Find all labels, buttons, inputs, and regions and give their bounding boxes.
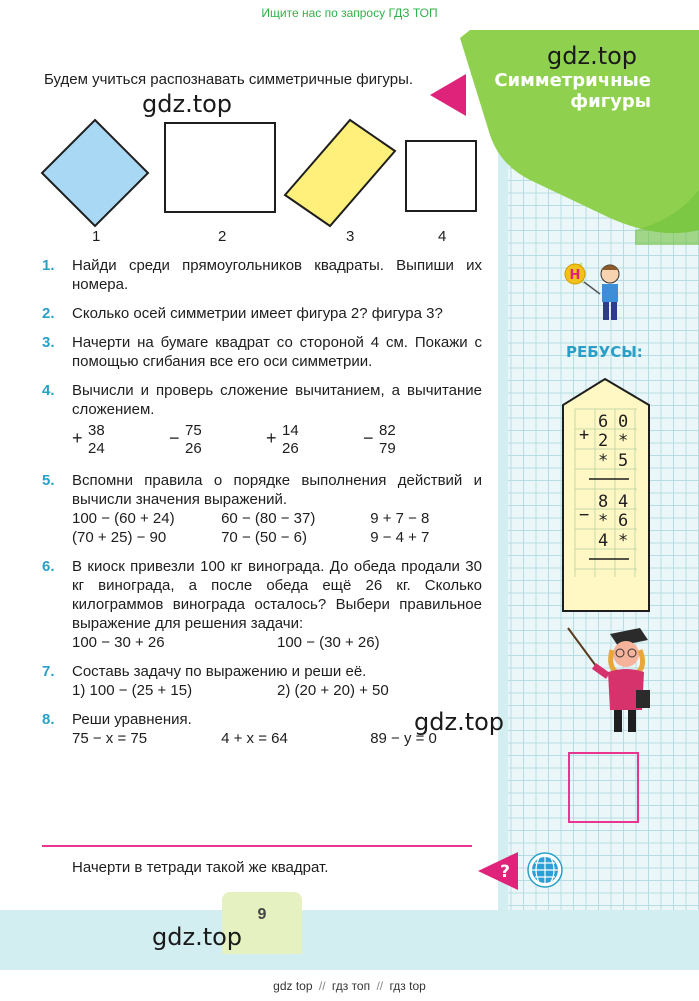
top-banner: Ищите нас по запросу ГДЗ ТОП [261,6,438,20]
figure-2-rectangle [165,123,275,212]
operand: 82 [379,422,396,439]
watermark: gdz.top [414,708,505,736]
pointer-triangle-icon [430,74,468,116]
figure-label: 2 [218,228,227,245]
task-4 [42,381,482,461]
bottom-banner-item: gdz top [273,979,313,993]
task-text: Вспомни правила о порядке выполнения действий и вычисли значения выражений. [72,472,482,508]
expression: 100 − (60 + 24) [72,510,175,527]
expression: 9 − 4 + 7 [370,529,430,546]
operator: − [363,428,374,448]
operator: + [72,428,83,448]
task-2 [42,304,482,323]
task-text: Найди среди прямоугольников квадраты. Выпиши их номера. [72,257,482,293]
task-text: Начерти на бумаге квадрат со стороной 4 см. Покажи с помощью сгибания все его оси симметрии. [72,334,482,370]
watermark: gdz.top [547,42,638,70]
rebus-digit: 6 [618,511,629,531]
rebus-digit: 2 [598,431,609,451]
topic-title-line1: Симметричные [494,70,651,91]
figure-1-rhombus [42,120,148,226]
figures-svg [40,118,480,228]
operand: 79 [379,440,396,457]
pink-divider [42,845,472,847]
bottom-margin [0,910,699,970]
expression-option: 100 − (30 + 26) [277,634,380,651]
expression-option: 100 − 30 + 26 [72,634,165,651]
boy-with-flag-illustration [562,252,632,324]
rebus-operator: + [579,425,590,445]
expression-option: 1) 100 − (25 + 15) [72,682,193,699]
equation: 4 + x = 64 [221,730,288,747]
task-text: Сколько осей симметрии имеет фигура 2? фигура 3? [72,305,443,322]
figure-label: 4 [438,228,447,245]
column-sum [72,421,169,461]
bottom-banner-separator: // [376,979,384,993]
bottom-banner-separator: // [318,979,326,993]
expression: 9 + 7 − 8 [370,510,430,527]
column-difference [363,421,460,461]
expression-option: 2) (20 + 20) + 50 [277,682,389,699]
globe-icon [527,852,563,888]
operator: + [266,428,277,448]
badge-letter: Н [569,268,581,283]
column-difference [169,421,266,461]
task-7 [42,662,482,700]
operator: − [169,428,180,448]
task-1 [42,256,482,294]
equation: 89 − y = 0 [370,730,437,747]
rebus-digit: 8 [598,492,609,512]
expression-row [72,509,482,528]
answer-box [568,752,639,823]
figure-label: 1 [92,228,101,245]
watermark: gdz.top [152,923,243,951]
rebus-operator: − [579,505,590,525]
expression: 70 − (50 − 6) [221,529,307,546]
expression: 60 − (80 − 37) [221,510,316,527]
operand: 38 [88,422,105,439]
task-number: 1. [42,257,55,274]
rebus-digit: 6 [598,412,609,432]
expression: (70 + 25) − 90 [72,529,167,546]
figure-3-parallelogram [285,120,395,226]
task-text: Реши уравнения. [72,711,192,728]
task-number: 7. [42,663,55,680]
figures-row [40,118,480,248]
rebus-digit: 0 [618,412,629,432]
task-text: Вычисли и проверь сложение вычитанием, а вычитание сложением. [72,382,482,418]
textbook-page [0,30,699,965]
operand: 26 [185,440,202,457]
question-marker-icon [478,850,520,892]
task-number: 4. [42,382,55,399]
professor-illustration [560,626,655,738]
task-6 [42,557,482,652]
rebus-digit: 4 [598,531,609,551]
task-3 [42,333,482,371]
bottom-banner [0,979,699,993]
task-5 [42,471,482,547]
expression-row [72,528,482,547]
bonus-task: Начерти в тетради такой же квадрат. [72,859,329,876]
topic-title-line2: фигуры [570,91,651,112]
bottom-banner-item: гдз топ [331,979,371,993]
task-text: В киоск привезли 100 кг винограда. До обеда продали 30 кг винограда, а после обеда ещё 26 кг. Сколько килограммов винограда осталось? Выбери правильное выражение для решения задачи: [72,558,482,632]
rebus-digit: * [598,511,609,531]
intro-text: Будем учиться распознавать симметричные фигуры. [44,71,414,88]
topic-title [494,70,651,112]
rebus-digit: * [598,451,609,471]
task-number: 5. [42,472,55,489]
task-text: Составь задачу по выражению и реши её. [72,663,367,680]
task-number: 3. [42,334,55,351]
task-number: 8. [42,711,55,728]
operand: 14 [282,422,299,439]
rebus-digit: * [618,531,629,551]
column-sum [266,421,363,461]
page-number: 9 [222,892,302,954]
watermark: gdz.top [142,90,233,118]
bottom-banner-item: гдз top [389,979,426,993]
rebus-digit: 5 [618,451,629,471]
expression-options [72,681,482,700]
answer-options [72,633,482,652]
rebus-digit: * [618,431,629,451]
operand: 24 [88,440,105,457]
figure-4-square [406,141,476,211]
column-calculations [72,421,482,461]
question-mark: ? [500,862,510,882]
rebus-label: РЕБУСЫ: [566,343,643,361]
operand: 75 [185,422,202,439]
equation: 75 − x = 75 [72,730,148,747]
task-number: 6. [42,558,55,575]
task-number: 2. [42,305,55,322]
operand: 26 [282,440,299,457]
figure-label: 3 [346,228,355,245]
rebus-digit: 4 [618,492,629,512]
task-list [42,256,482,748]
